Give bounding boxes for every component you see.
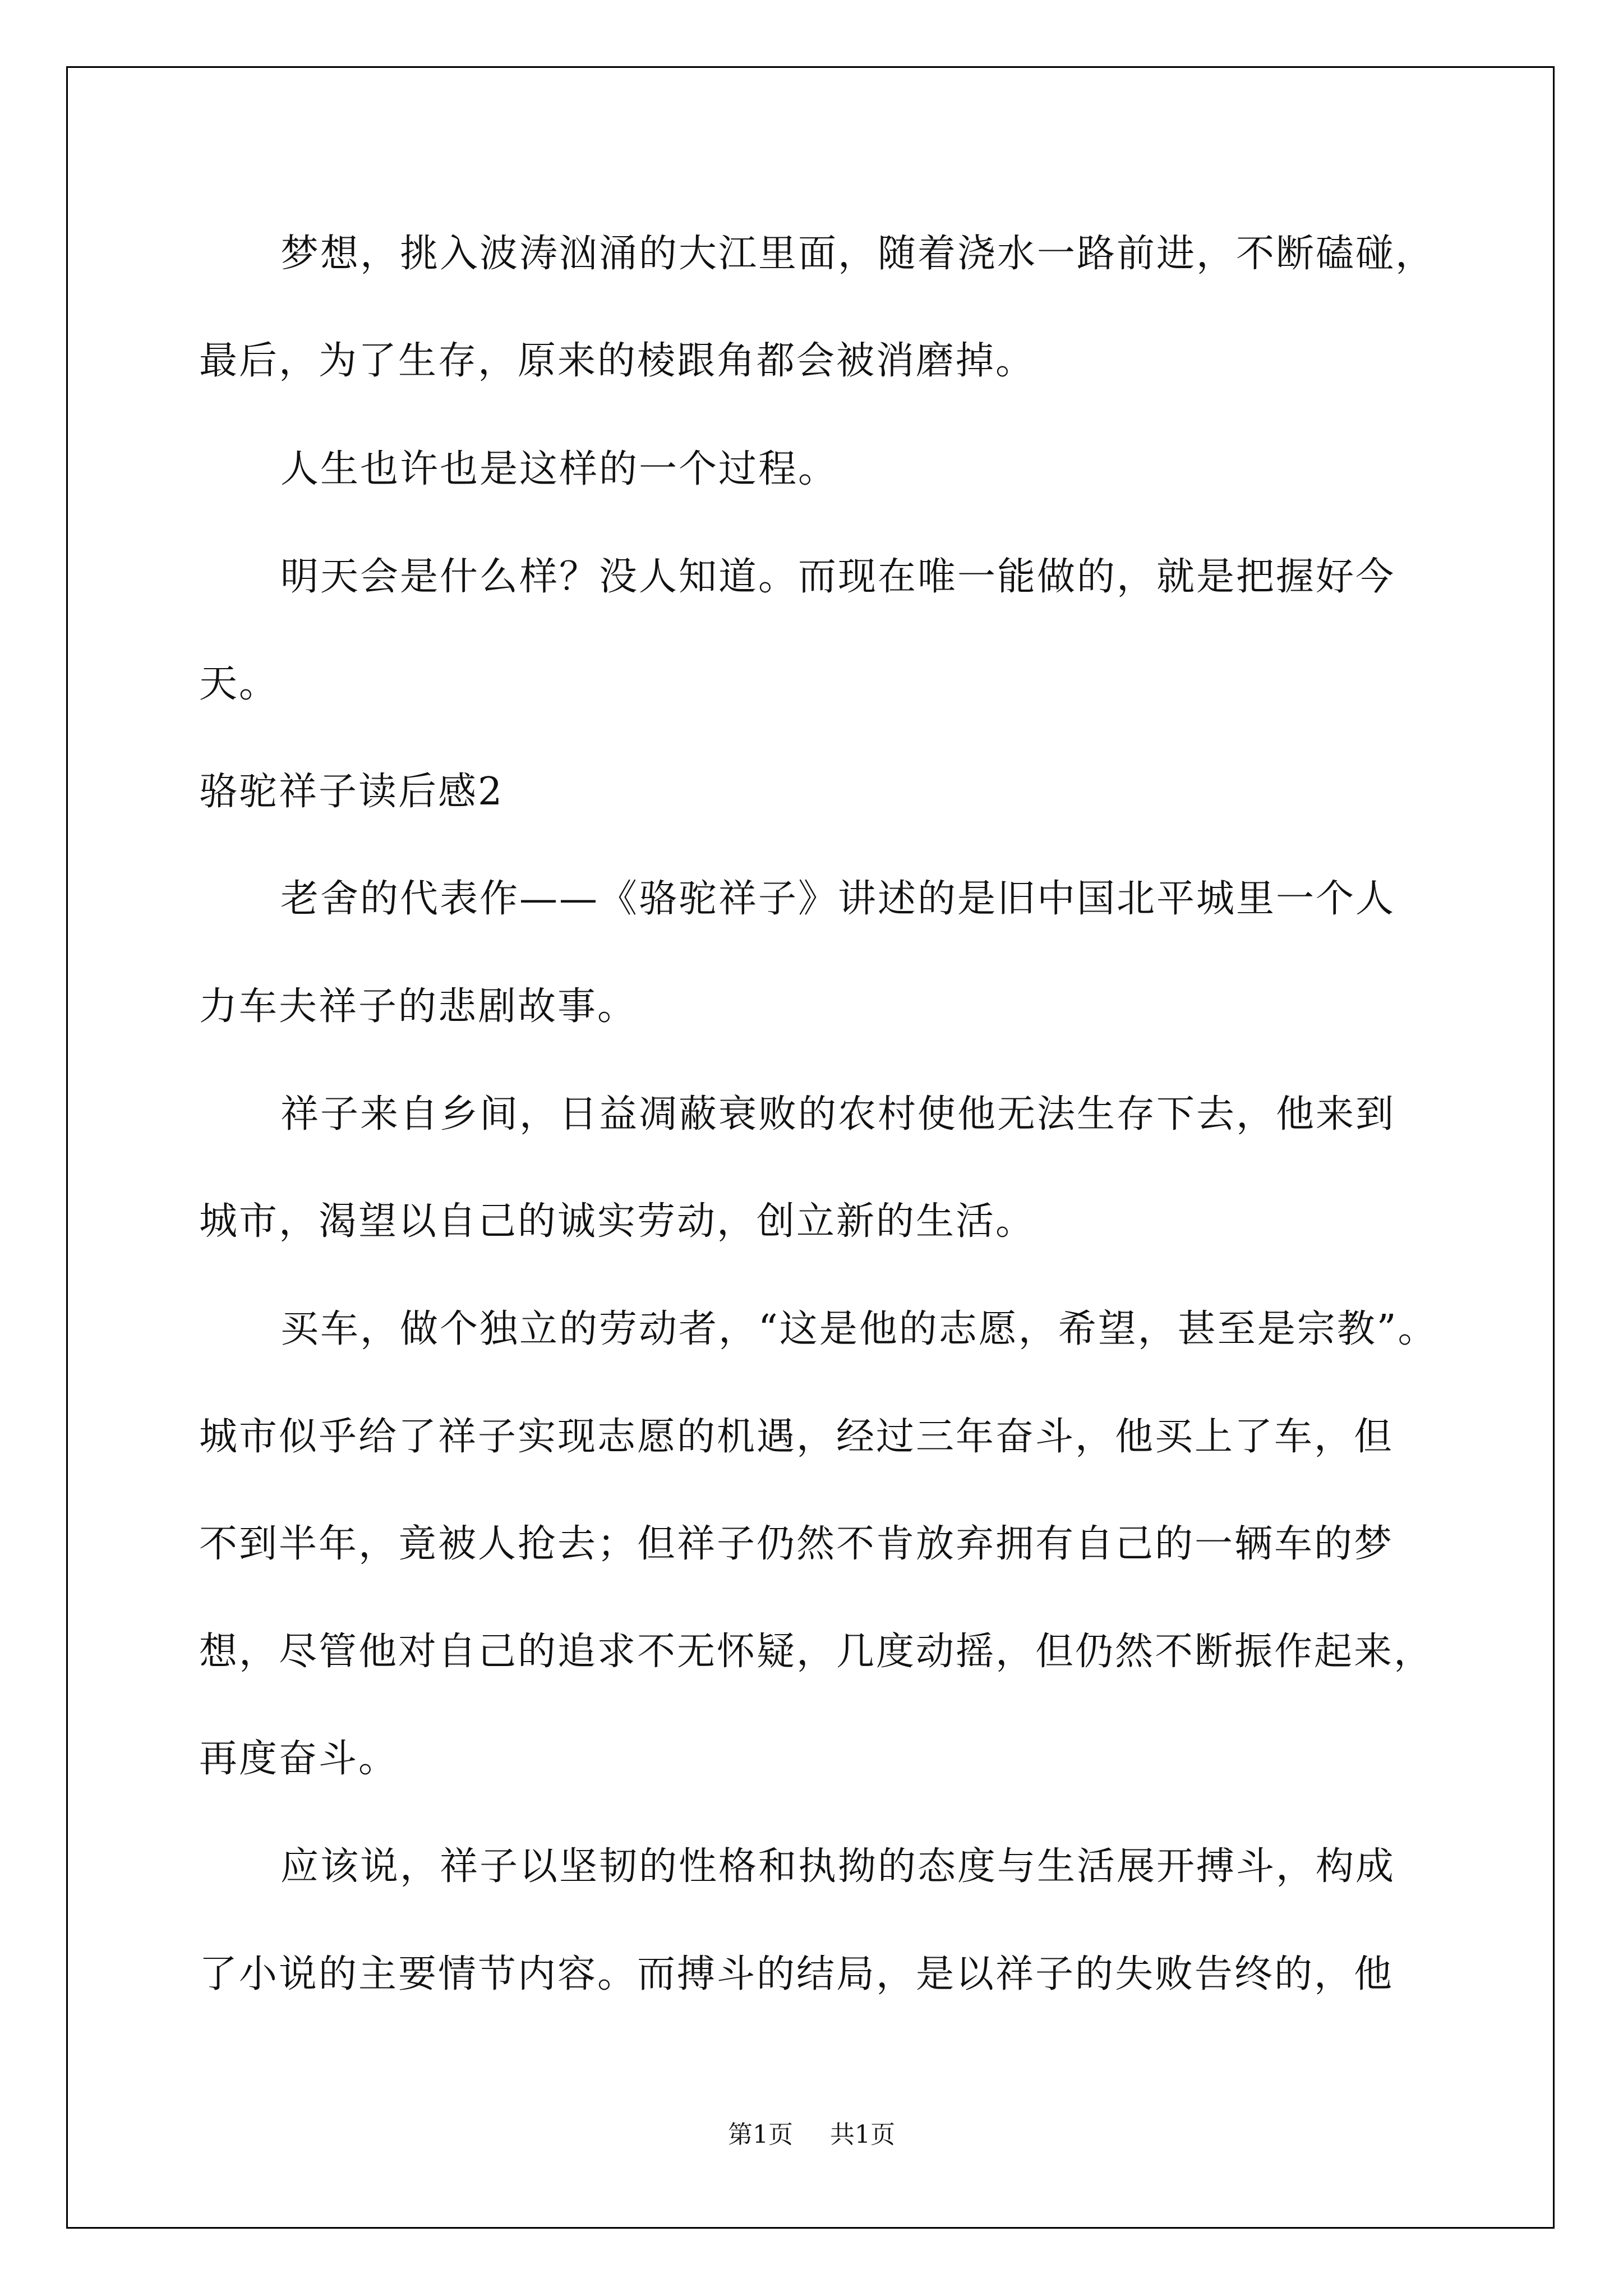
text-line: 再度奋斗。 <box>199 1737 399 1781</box>
text-line: 买车，做个独立的劳动者，“这是他的志愿，希望，甚至是宗教”。 <box>280 1307 1438 1351</box>
text-line: 了小说的主要情节内容。而搏斗的结局，是以祥子的失败告终的，他 <box>199 1952 1394 1996</box>
text-line: 力车夫祥子的悲剧故事。 <box>199 984 638 1029</box>
page-number: 第1页 <box>728 2120 793 2149</box>
text-line: 不到半年，竟被人抢去；但祥子仍然不肯放弃拥有自己的一辆车的梦 <box>199 1522 1394 1566</box>
text-line: 梦想，挑入波涛汹涌的大江里面，随着浇水一路前进，不断磕碰， <box>280 232 1436 276</box>
text-line: 天。 <box>199 662 279 706</box>
text-line: 祥子来自乡间，日益凋蔽衰败的农村使他无法生存下去，他来到 <box>280 1092 1396 1137</box>
page-border <box>66 66 1555 2229</box>
section-heading: 骆驼祥子读后感2 <box>199 770 504 814</box>
text-line: 城市，渴望以自己的诚实劳动，创立新的生活。 <box>199 1199 1036 1244</box>
text-line: 应该说，祥子以坚韧的性格和执拗的态度与生活展开搏斗，构成 <box>280 1844 1396 1889</box>
text-line: 最后，为了生存，原来的棱跟角都会被消磨掉。 <box>199 339 1036 383</box>
text-line: 想，尽管他对自己的追求不无怀疑，几度动摇，但仍然不断振作起来， <box>199 1630 1434 1674</box>
text-line: 城市似乎给了祥子实现志愿的机遇，经过三年奋斗，他买上了车，但 <box>199 1415 1394 1459</box>
page-total: 共1页 <box>830 2120 895 2149</box>
text-line: 人生也许也是这样的一个过程。 <box>280 447 838 491</box>
text-line: 明天会是什么样？没人知道。而现在唯一能做的，就是把握好今 <box>280 555 1396 599</box>
page-footer <box>0 2119 1623 2151</box>
text-line: 老舍的代表作——《骆驼祥子》讲述的是旧中国北平城里一个人 <box>280 877 1396 921</box>
